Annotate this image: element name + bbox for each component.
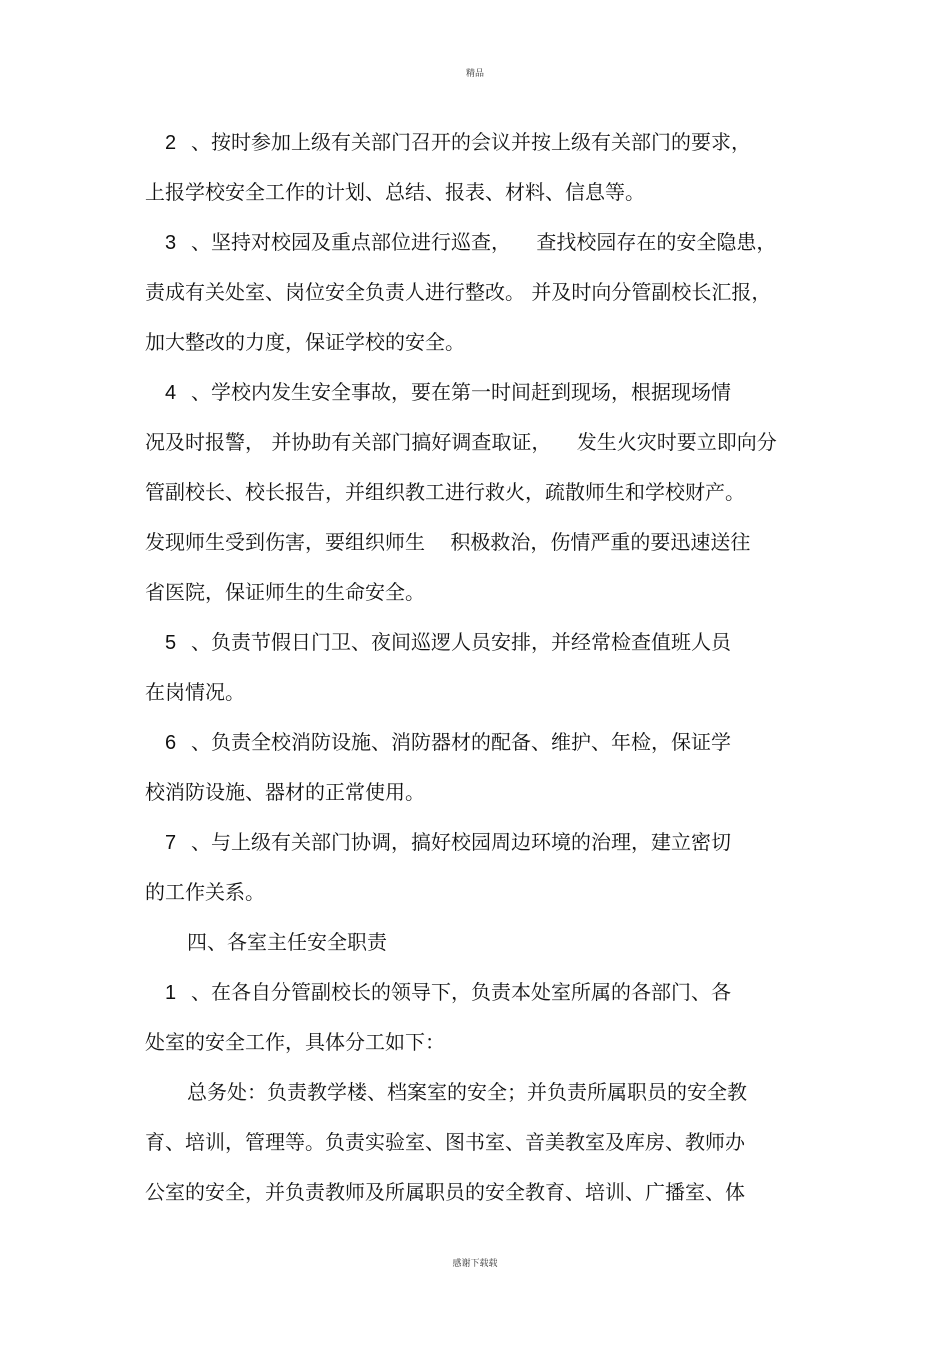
text-line: [145, 779, 845, 805]
line-text: 、负责全校消防设施、消防器材的配备、维护、年检，保证学: [191, 730, 731, 754]
text-line: [145, 879, 845, 905]
line-text: 、负责节假日门卫、夜间巡逻人员安排，并经常检查值班人员: [191, 630, 731, 654]
text-line: [165, 729, 865, 756]
text-line: [187, 1079, 887, 1105]
line-text: 处室的安全工作，具体分工如下：: [145, 1030, 445, 1054]
line-text: 况及时报警， 并协助有关部门搞好调查取证， 发生火灾时要立即向分: [145, 430, 777, 454]
text-line: [165, 229, 865, 256]
line-text: 校消防设施、器材的正常使用。: [145, 780, 425, 804]
line-text: 四、各室主任安全职责: [187, 930, 387, 954]
line-text: 、学校内发生安全事故，要在第一时间赶到现场，根据现场情: [191, 380, 731, 404]
text-line: [165, 979, 865, 1006]
item-number: 2: [165, 132, 177, 154]
text-line: [165, 629, 865, 656]
line-text: 、在各自分管副校长的领导下，负责本处室所属的各部门、各: [191, 980, 731, 1004]
text-line: [145, 1129, 845, 1155]
text-line: [145, 179, 845, 205]
page-footer: 感谢下载载: [452, 1259, 498, 1269]
text-line: [145, 429, 845, 455]
item-number: 6: [165, 732, 177, 754]
line-text: 总务处：负责教学楼、档案室的安全；并负责所属职员的安全教: [187, 1080, 747, 1104]
text-line: [145, 579, 845, 605]
page-header: 精品: [465, 69, 484, 79]
text-line: [145, 479, 845, 505]
line-text: 管副校长、校长报告，并组织教工进行救火，疏散师生和学校财产。: [145, 480, 745, 504]
line-text: 、按时参加上级有关部门召开的会议并按上级有关部门的要求，: [191, 130, 751, 154]
item-number: 5: [165, 632, 177, 654]
text-line: [145, 529, 845, 555]
text-line: [145, 1029, 845, 1055]
text-line: [165, 829, 865, 856]
item-number: 3: [165, 232, 177, 254]
line-text: 责成有关处室、岗位安全负责人进行整改。 并及时向分管副校长汇报，: [145, 280, 772, 304]
text-line: [145, 679, 845, 705]
line-text: 的工作关系。: [145, 880, 265, 904]
line-text: 加大整改的力度，保证学校的安全。: [145, 330, 465, 354]
text-line: [145, 329, 845, 355]
line-text: 上报学校安全工作的计划、总结、报表、材料、信息等。: [145, 180, 645, 204]
line-text: 发现师生受到伤害，要组织师生 积极救治，伤情严重的要迅速送往: [145, 530, 751, 554]
line-text: 省医院，保证师生的生命安全。: [145, 580, 425, 604]
line-text: 、坚持对校园及重点部位进行巡查， 查找校园存在的安全隐患，: [191, 230, 777, 254]
text-line: [165, 379, 865, 406]
text-line: [145, 1179, 845, 1205]
section-heading: [187, 929, 887, 955]
text-line: [145, 279, 845, 305]
line-text: 在岗情况。: [145, 680, 245, 704]
item-number: 4: [165, 382, 177, 404]
item-number: 7: [165, 832, 177, 854]
line-text: 、与上级有关部门协调，搞好校园周边环境的治理，建立密切: [191, 830, 731, 854]
text-line: [165, 129, 865, 156]
line-text: 公室的安全，并负责教师及所属职员的安全教育、培训、广播室、体: [145, 1180, 745, 1204]
line-text: 育、培训，管理等。负责实验室、图书室、音美教室及库房、教师办: [145, 1130, 745, 1154]
item-number: 1: [165, 982, 177, 1004]
